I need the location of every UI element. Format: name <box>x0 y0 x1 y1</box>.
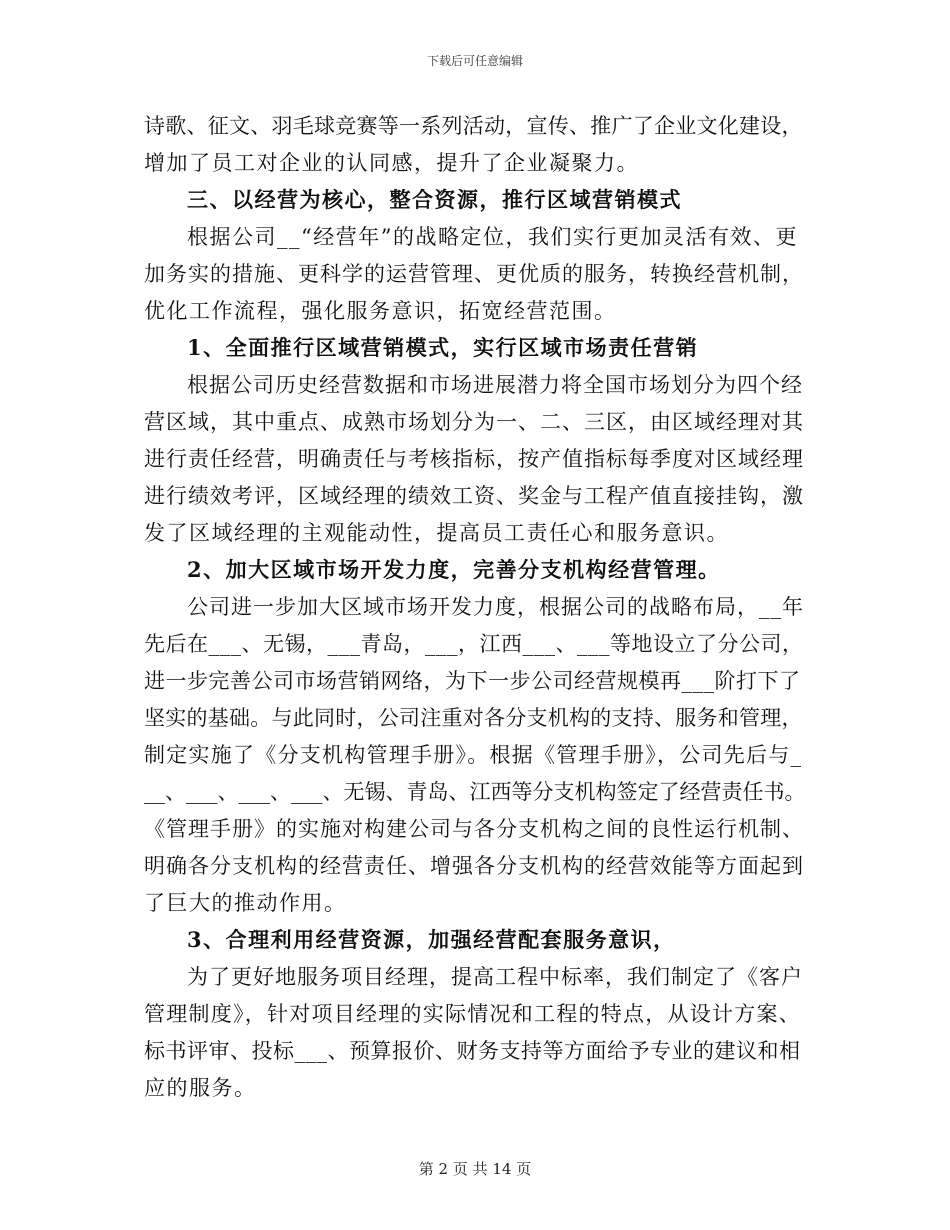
paragraph-line: 制定实施了《分支机构管理手册》。根据《管理手册》，公司先后与_ <box>144 743 803 767</box>
paragraph-line: 加务实的措施、更科学的运营管理、更优质的服务，转换经营机制， <box>144 262 804 286</box>
paragraph-line: 公司进一步加大区域市场开发力度，根据公司的战略布局，__年 <box>187 595 804 619</box>
paragraph-line: 先后在___、无锡，___青岛，___，江西___、___等地设立了分公司， <box>144 632 804 656</box>
page-footer: 第 2 页 共 14 页 <box>418 1160 532 1178</box>
paragraph-line: __、___、___、___、无锡、青岛、江西等分支机构签定了经营责任书。 <box>144 780 806 804</box>
paragraph-line: 根据公司__“经营年”的战略定位，我们实行更加灵活有效、更 <box>187 225 798 249</box>
paragraph-line: 进行绩效考评，区域经理的绩效工资、奖金与工程产值直接挂钩，激 <box>144 484 804 508</box>
section-heading: 三、以经营为核心，整合资源，推行区域营销模式 <box>187 187 682 212</box>
paragraph-line: 进一步完善公司市场营销网络，为下一步公司经营规模再___阶打下了 <box>144 669 801 693</box>
paragraph-line: 《管理手册》的实施对构建公司与各分支机构之间的良性运行机制、 <box>144 817 804 841</box>
paragraph-line: 优化工作流程，强化服务意识，拓宽经营范围。 <box>144 299 617 323</box>
paragraph-line: 管理制度》，针对项目经理的实际情况和工程的特点，从设计方案、 <box>144 1002 801 1026</box>
paragraph-line: 明确各分支机构的经营责任、增强各分支机构的经营效能等方面起到 <box>144 854 804 878</box>
paragraph-line: 增加了员工对企业的认同感，提升了企业凝聚力。 <box>144 151 639 175</box>
paragraph-line: 为了更好地服务项目经理，提高工程中标率，我们制定了《客户 <box>187 965 803 989</box>
paragraph-line: 进行责任经营，明确责任与考核指标，按产值指标每季度对区域经理 <box>144 447 804 471</box>
subsection-heading: 1、全面推行区域营销模式，实行区域市场责任营销 <box>187 335 699 360</box>
page-header: 下载后可任意编辑 <box>426 54 523 68</box>
paragraph-line: 诗歌、征文、羽毛球竞赛等一系列活动，宣传、推广了企业文化建设， <box>144 114 803 138</box>
paragraph-line: 应的服务。 <box>144 1076 257 1100</box>
subsection-heading: 2、加大区域市场开发力度，完善分支机构经营管理。 <box>187 557 721 582</box>
paragraph-line: 根据公司历史经营数据和市场进展潜力将全国市场划分为四个经 <box>187 373 803 397</box>
subsection-heading: 3、合理利用经营资源，加强经营配套服务意识， <box>187 927 676 952</box>
paragraph-line: 了巨大的推动作用。 <box>144 891 347 915</box>
paragraph-line: 标书评审、投标___、预算报价、财务支持等方面给予专业的建议和相 <box>144 1039 801 1063</box>
paragraph-line: 营区域，其中重点、成熟市场划分为一、二、三区，由区域经理对其 <box>144 410 804 434</box>
paragraph-line: 发了区域经理的主观能动性，提高员工责任心和服务意识。 <box>144 521 729 545</box>
paragraph-line: 坚实的基础。与此同时，公司注重对各分支机构的支持、服务和管理， <box>144 706 803 730</box>
